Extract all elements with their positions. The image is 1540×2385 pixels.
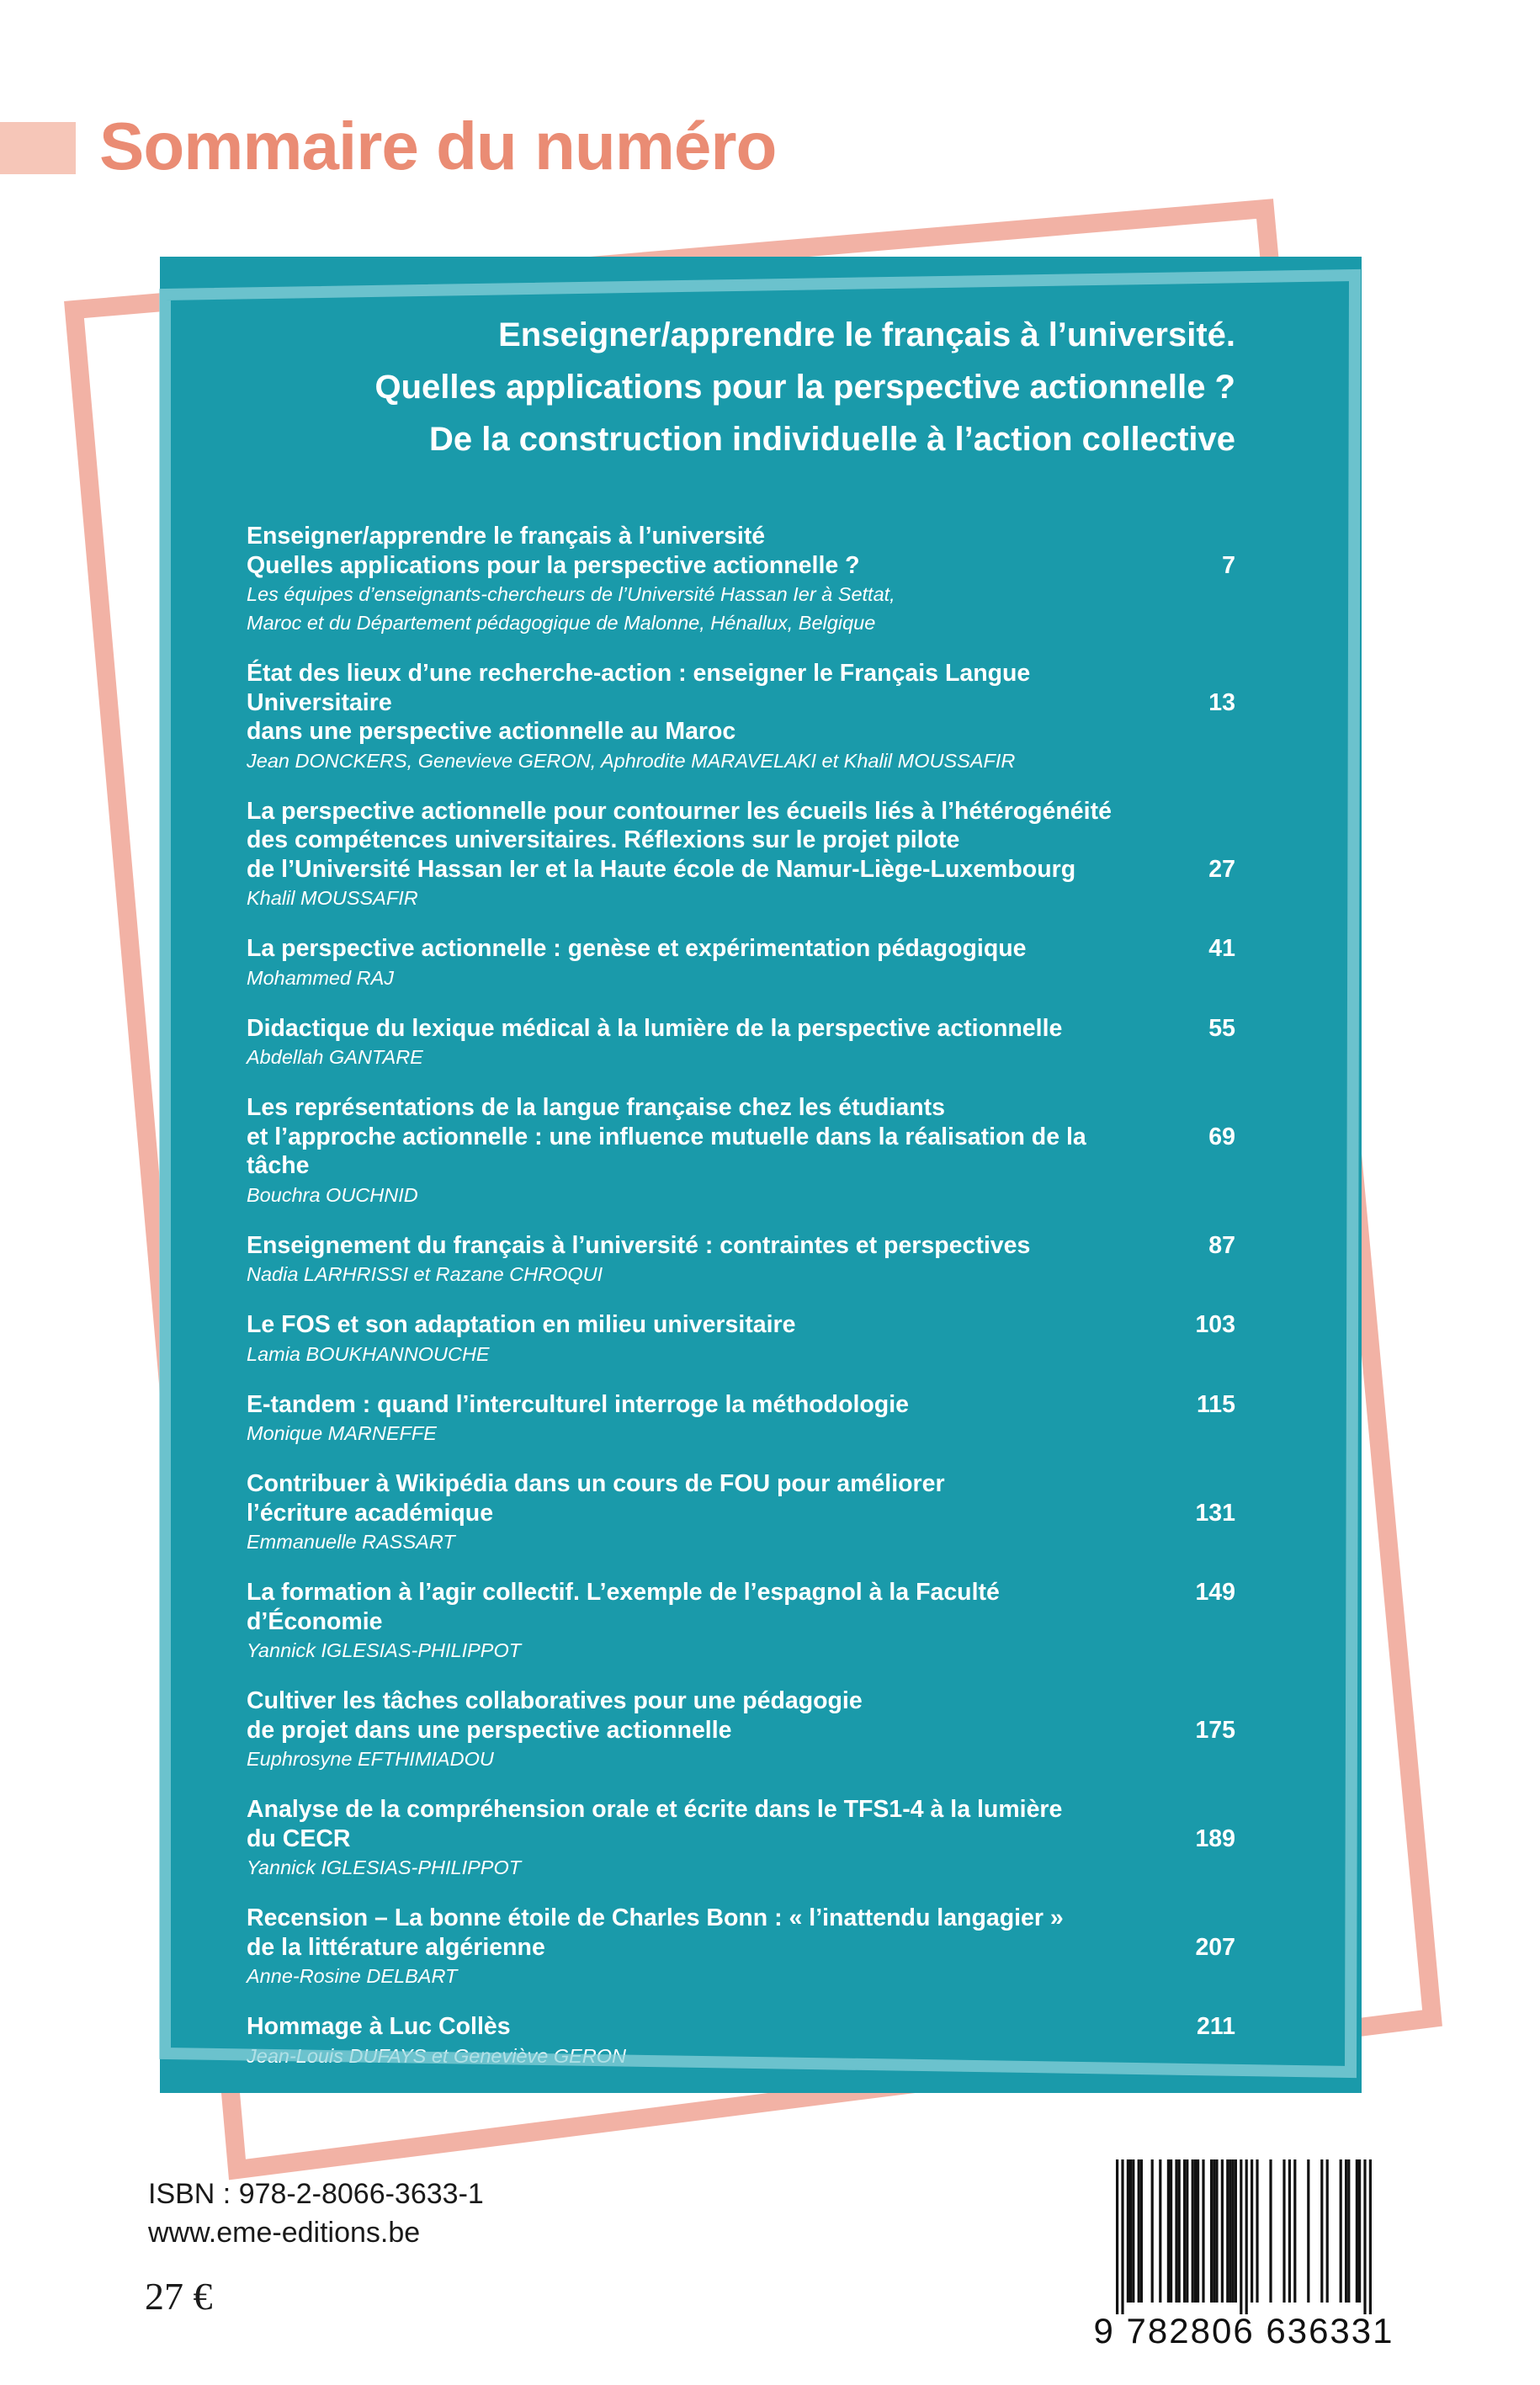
toc-title: [247, 934, 1139, 964]
toc-page-number: 69: [1208, 1123, 1235, 1150]
website-link[interactable]: www.eme-editions.be: [148, 2217, 421, 2249]
toc-title: [247, 797, 1139, 884]
toc-author: Yannick IGLESIAS-PHILIPPOT: [247, 1856, 522, 1878]
barcode-bar: [1240, 2159, 1242, 2314]
barcode-bar: [1213, 2159, 1215, 2303]
barcode-bar: [1197, 2159, 1199, 2303]
barcode-bar: [1326, 2159, 1329, 2303]
barcode-bar: [1129, 2159, 1132, 2303]
barcode-bar: [1132, 2159, 1134, 2303]
toc-entry[interactable]: [247, 1093, 1235, 1209]
panel-heading-line: Enseigner/apprendre le français à l’université.: [498, 316, 1235, 353]
toc-page-number: 175: [1195, 1717, 1235, 1744]
toc-title-text: La perspective actionnelle pour contourner les écueils liés à l’hétérogénéité des compétences universitaires. Réflexions sur le projet pilote de l’Université Hassan Ier et la Haute école de Namur-Liège-Luxembourg: [247, 797, 1112, 883]
isbn: ISBN : 978-2-8066-3633-1: [148, 2178, 484, 2210]
barcode-bar: [1345, 2159, 1347, 2303]
barcode-bar: [1269, 2159, 1272, 2303]
toc-author: Nadia LARHRISSI et Razane CHROQUI: [247, 1263, 603, 1285]
toc-author: Jean-Louis DUFAYS et Geneviève GERON: [247, 2044, 627, 2067]
barcode-bar: [1307, 2159, 1309, 2303]
barcode-bar: [1340, 2159, 1342, 2303]
toc-author: Mohammed RAJ: [247, 966, 394, 989]
toc-entry[interactable]: [247, 522, 1235, 637]
toc-author: Abdellah GANTARE: [247, 1046, 423, 1068]
toc-title-text: La formation à l’agir collectif. L’exemple de l’espagnol à la Faculté d’Économie: [247, 1579, 1000, 1635]
toc-page-number: 131: [1195, 1500, 1235, 1527]
toc-author: Euphrosyne EFTHIMIADOU: [247, 1748, 494, 1770]
barcode-bar: [1232, 2159, 1235, 2303]
toc-title: [247, 1904, 1139, 1962]
barcode-bar: [1251, 2159, 1253, 2303]
toc-title-text: Le FOS et son adaptation en milieu universitaire: [247, 1311, 796, 1338]
barcode-bar: [1178, 2159, 1181, 2303]
toc-entry[interactable]: [247, 1390, 1235, 1448]
toc-title-text: Les représentations de la langue française chez les étudiants et l’approche actionnelle : une influence mutuelle dans la réalisation de la tâche: [247, 1094, 1086, 1179]
toc-page-number: 211: [1197, 2013, 1235, 2040]
toc-author: Lamia BOUKHANNOUCHE: [247, 1342, 490, 1365]
panel-heading: [374, 309, 1235, 465]
toc-title-text: Enseignement du français à l’université : contraintes et perspectives: [247, 1231, 1031, 1259]
toc-author: Khalil MOUSSAFIR: [247, 887, 418, 909]
toc-title: [247, 1014, 1139, 1044]
toc-title-text: Analyse de la compréhension orale et écrite dans le TFS1-4 à la lumière du CECR: [247, 1796, 1063, 1852]
barcode-bar: [1288, 2159, 1291, 2303]
barcode-bar: [1210, 2159, 1213, 2303]
barcode-bar: [1192, 2159, 1194, 2303]
toc-entry[interactable]: [247, 1014, 1235, 1072]
toc-author: Les équipes d’enseignants-chercheurs de l’Université Hassan Ier à Settat, Maroc et du Département pédagogique de Malonne, Hénallux, Belgique: [247, 583, 895, 634]
barcode-bar: [1369, 2159, 1372, 2314]
toc-author: Monique MARNEFFE: [247, 1422, 437, 1444]
barcode-bar: [1194, 2159, 1197, 2303]
toc-entry[interactable]: [247, 659, 1235, 775]
toc-entry[interactable]: [247, 1310, 1235, 1368]
toc-author: Emmanuelle RASSART: [247, 1531, 455, 1553]
toc-title-text: Contribuer à Wikipédia dans un cours de FOU pour améliorer l’écriture académique: [247, 1470, 945, 1527]
panel-heading-line: Quelles applications pour la perspective actionnelle ?: [374, 369, 1235, 406]
barcode-bar: [1256, 2159, 1258, 2303]
barcode-bar: [1358, 2159, 1361, 2303]
toc-page-number: 13: [1208, 689, 1235, 716]
toc-title-text: État des lieux d’une recherche-action : enseigner le Français Langue Universitaire dans une perspective actionnelle au Maroc: [247, 660, 1031, 745]
toc-page-number: 149: [1195, 1579, 1235, 1606]
contents-panel: [160, 257, 1362, 2093]
toc-title: [247, 1231, 1139, 1261]
barcode-bar: [1363, 2159, 1366, 2314]
panel-heading-line: De la construction individuelle à l’action collective: [428, 421, 1235, 458]
barcode-bar: [1167, 2159, 1170, 2303]
barcode-bar: [1116, 2159, 1118, 2314]
toc-title: [247, 1686, 1139, 1745]
toc-title: [247, 1093, 1139, 1181]
toc-author: Bouchra OUCHNID: [247, 1183, 418, 1206]
toc-title-text: Enseigner/apprendre le français à l’université Quelles applications pour la perspective actionnelle ?: [247, 523, 860, 579]
toc-title-text: Cultiver les tâches collaboratives pour une pédagogie de projet dans une perspective actionnelle: [247, 1687, 863, 1744]
toc-author: Jean DONCKERS, Genevieve GERON, Aphrodite MARAVELAKI et Khalil MOUSSAFIR: [247, 749, 1016, 772]
barcode-bar: [1245, 2159, 1248, 2314]
toc-title: [247, 2012, 1139, 2042]
toc-entry[interactable]: [247, 934, 1235, 992]
toc-title: [247, 1390, 1139, 1420]
toc-title-text: Hommage à Luc Collès: [247, 2013, 511, 2040]
toc-title-text: E-tandem : quand l’interculturel interroge la méthodologie: [247, 1390, 909, 1418]
toc-entry[interactable]: [247, 1795, 1235, 1882]
toc-title: [247, 1578, 1139, 1636]
barcode-bar: [1215, 2159, 1218, 2303]
barcode-bar: [1183, 2159, 1186, 2303]
toc-page-number: 41: [1208, 935, 1235, 962]
toc-entry[interactable]: [247, 1904, 1235, 1990]
toc-entry[interactable]: [247, 1231, 1235, 1289]
toc-author: Anne-Rosine DELBART: [247, 1965, 458, 1987]
title-accent-block: [0, 122, 76, 174]
page-title: Sommaire du numéro: [99, 109, 777, 183]
toc-page-number: 7: [1222, 552, 1235, 579]
barcode-bar: [1170, 2159, 1172, 2303]
toc-title: [247, 522, 1139, 580]
barcode-bar: [1159, 2159, 1161, 2303]
barcode-bar: [1229, 2159, 1231, 2303]
barcode-bar: [1235, 2159, 1237, 2303]
barcode-bar: [1221, 2159, 1224, 2303]
barcode-bar: [1175, 2159, 1177, 2303]
table-of-contents: [247, 522, 1235, 2092]
toc-page-number: 207: [1195, 1934, 1235, 1961]
toc-entry[interactable]: [247, 1578, 1235, 1665]
toc-page-number: 27: [1208, 855, 1235, 883]
toc-title: [247, 1795, 1139, 1853]
toc-entry[interactable]: [247, 1469, 1235, 1556]
barcode-bar: [1226, 2159, 1229, 2303]
barcode-bar: [1320, 2159, 1323, 2303]
barcode-number: 9 782806 636331: [1093, 2311, 1394, 2350]
toc-entry[interactable]: [247, 2012, 1235, 2070]
toc-page-number: 103: [1195, 1311, 1235, 1338]
toc-page-number: 189: [1195, 1825, 1235, 1852]
toc-entry[interactable]: [247, 1686, 1235, 1773]
toc-title-text: La perspective actionnelle : genèse et expérimentation pédagogique: [247, 935, 1027, 962]
barcode-bar: [1356, 2159, 1358, 2303]
toc-page-number: 115: [1197, 1390, 1235, 1418]
toc-page-number: 55: [1208, 1014, 1235, 1042]
barcode-bar: [1293, 2159, 1296, 2303]
toc-title: [247, 659, 1139, 746]
barcode-bar: [1140, 2159, 1143, 2303]
barcode-bar: [1121, 2159, 1123, 2314]
barcode-bar: [1186, 2159, 1188, 2303]
toc-entry[interactable]: [247, 797, 1235, 913]
toc-title: [247, 1469, 1139, 1527]
barcode-bar: [1138, 2159, 1140, 2303]
barcode-bar: [1282, 2159, 1285, 2303]
price: 27 €: [145, 2275, 213, 2318]
toc-title: [247, 1310, 1139, 1340]
barcode-bar: [1347, 2159, 1350, 2303]
barcode-bar: [1202, 2159, 1204, 2303]
toc-title-text: Didactique du lexique médical à la lumière de la perspective actionnelle: [247, 1014, 1063, 1042]
toc-title-text: Recension – La bonne étoile de Charles Bonn : « l’inattendu langagier » de la littérature algérienne: [247, 1904, 1064, 1961]
toc-page-number: 87: [1208, 1231, 1235, 1259]
barcode-bar: [1151, 2159, 1154, 2303]
toc-author: Yannick IGLESIAS-PHILIPPOT: [247, 1639, 522, 1661]
barcode-bar: [1127, 2159, 1129, 2303]
